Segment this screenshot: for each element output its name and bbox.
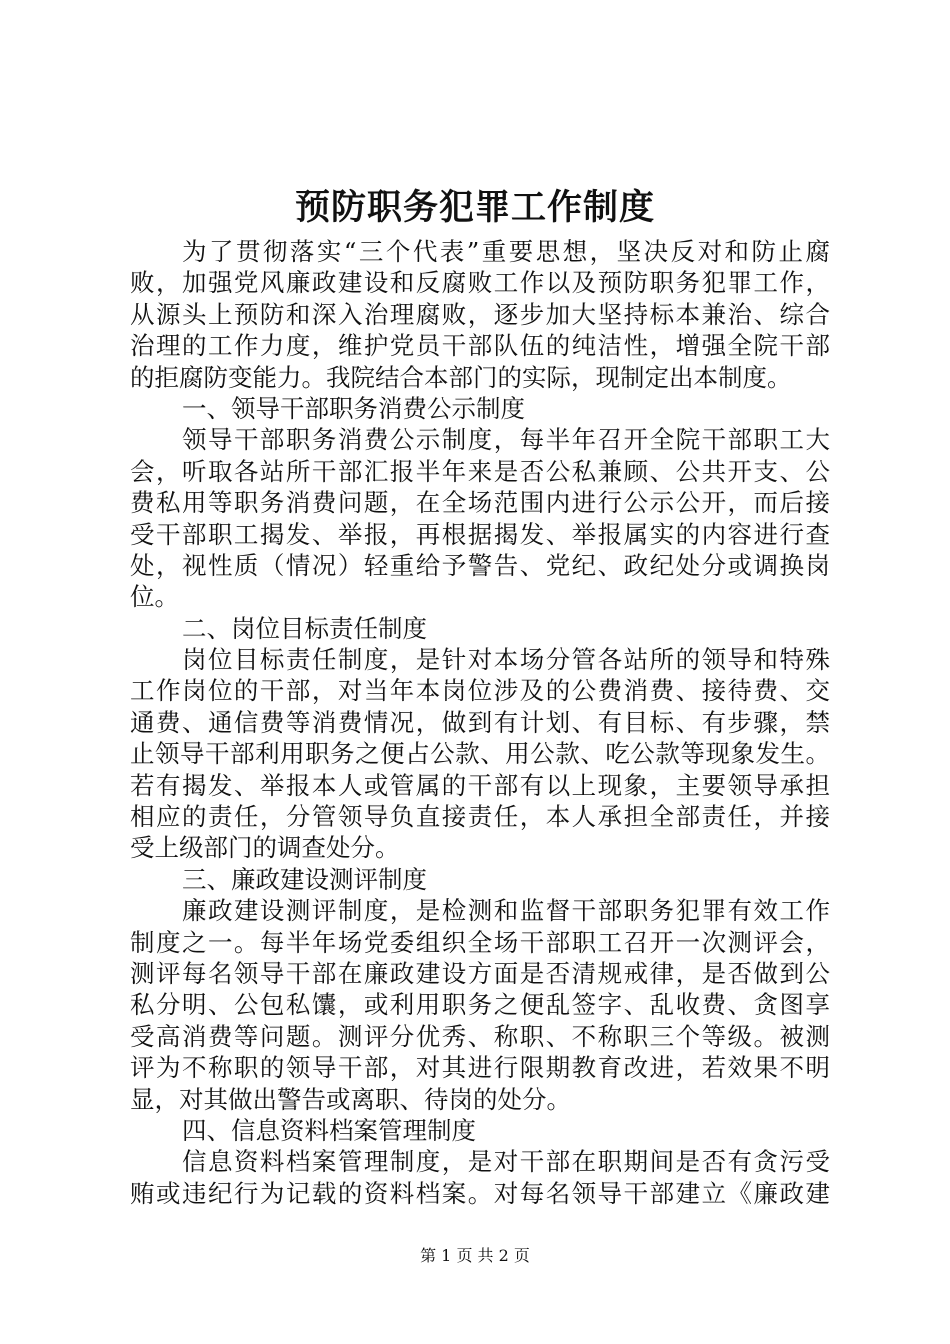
text-line: 受高消费等问题。测评分优秀、称职、不称职三个等级。被测 <box>130 1021 830 1051</box>
text-line: 的拒腐防变能力。我院结合本部门的实际，现制定出本制度。 <box>130 362 792 392</box>
text-line: 会，听取各站所干部汇报半年来是否公私兼顾、公共开支、公 <box>130 456 830 486</box>
text-line: 受干部职工揭发、举报，再根据揭发、举报属实的内容进行查 <box>130 519 830 549</box>
text-line: 测评每名领导干部在廉政建设方面是否清规戒律，是否做到公 <box>130 958 830 988</box>
text-line: 费私用等职务消费问题，在全场范围内进行公示公开，而后接 <box>130 488 830 518</box>
text-line: 贿或违纪行为记载的资料档案。对每名领导干部建立《廉政建 <box>130 1178 830 1208</box>
text-line: 岗位目标责任制度，是针对本场分管各站所的领导和特殊 <box>182 645 830 675</box>
text-line: 若有揭发、举报本人或管属的干部有以上现象，主要领导承担 <box>130 770 830 800</box>
text-line: 治理的工作力度，维护党员干部队伍的纯洁性，增强全院干部 <box>130 331 830 361</box>
text-line: 受上级部门的调查处分。 <box>130 833 400 863</box>
text-line: 通费、通信费等消费情况，做到有计划、有目标、有步骤，禁 <box>130 707 830 737</box>
text-line: 处，视性质（情况）轻重给予警告、党纪、政纪处分或调换岗 <box>130 550 830 580</box>
text-line: 二、岗位目标责任制度 <box>182 613 427 643</box>
text-line: 显，对其做出警告或离职、待岗的处分。 <box>130 1084 571 1114</box>
text-line: 廉政建设测评制度，是检测和监督干部职务犯罪有效工作 <box>182 896 830 926</box>
text-line: 败，加强党风廉政建设和反腐败工作以及预防职务犯罪工作， <box>130 268 830 298</box>
text-line: 制度之一。每半年场党委组织全场干部职工召开一次测评会， <box>130 927 830 957</box>
text-line: 工作岗位的干部，对当年本岗位涉及的公费消费、接待费、交 <box>130 676 830 706</box>
document-body <box>130 236 830 1209</box>
text-line: 相应的责任，分管领导负直接责任，本人承担全部责任，并接 <box>130 802 830 832</box>
text-line: 信息资料档案管理制度，是对干部在职期间是否有贪污受 <box>182 1147 830 1177</box>
text-line: 从源头上预防和深入治理腐败，逐步加大坚持标本兼治、综合 <box>130 299 830 329</box>
text-line: 四、信息资料档案管理制度 <box>182 1115 476 1145</box>
text-line: 领导干部职务消费公示制度，每半年召开全院干部职工大 <box>182 425 830 455</box>
text-line: 三、廉政建设测评制度 <box>182 864 427 894</box>
text-line: 止领导干部利用职务之便占公款、用公款、吃公款等现象发生。 <box>130 739 830 769</box>
page-footer: 第 1 页 共 2 页 <box>420 1246 530 1265</box>
text-line: 为了贯彻落实“三个代表”重要思想，坚决反对和防止腐 <box>182 237 830 266</box>
text-line: 位。 <box>130 582 179 612</box>
text-line: 评为不称职的领导干部，对其进行限期教育改进，若效果不明 <box>130 1053 830 1083</box>
text-line: 一、领导干部职务消费公示制度 <box>182 393 525 423</box>
document-title: 预防职务犯罪工作制度 <box>294 187 655 228</box>
text-line: 私分明、公包私馕，或利用职务之便乱签字、乱收费、贪图享 <box>130 990 830 1020</box>
